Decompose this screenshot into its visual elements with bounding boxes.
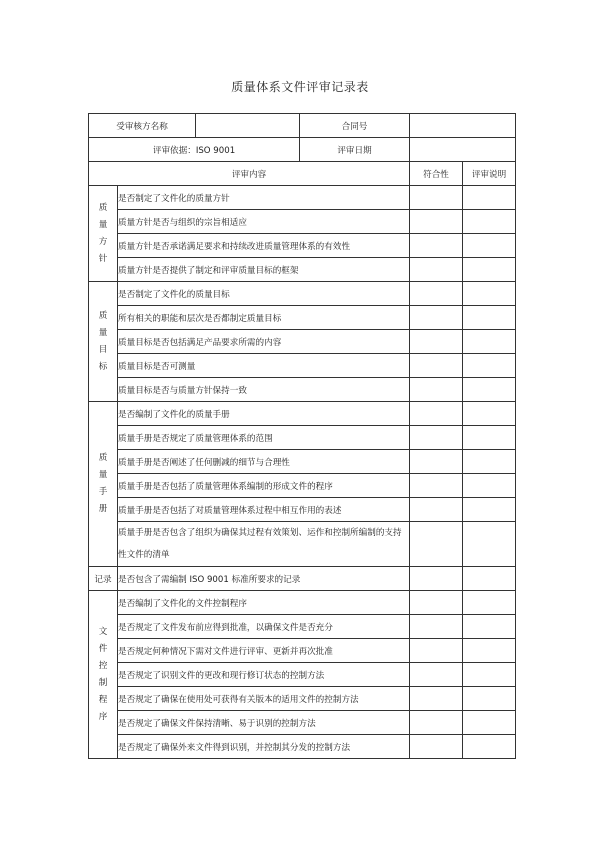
date-label: 评审日期 <box>300 138 410 162</box>
review-item: 质量方针是否承诺满足要求和持续改进质量管理体系的有效性 <box>118 234 410 258</box>
table-row <box>89 591 516 615</box>
section-category-label: 记录 <box>94 574 112 585</box>
conformity-cell[interactable] <box>410 402 463 426</box>
conformity-cell[interactable] <box>410 522 463 567</box>
table-row <box>89 498 516 522</box>
section-category-2 <box>89 402 118 567</box>
review-item: 所有相关的职能和层次是否都制定质量目标 <box>118 306 410 330</box>
conformity-cell[interactable] <box>410 591 463 615</box>
column-header-conformity: 符合性 <box>410 162 463 186</box>
table-row <box>89 711 516 735</box>
remarks-cell[interactable] <box>463 258 516 282</box>
table-row <box>89 354 516 378</box>
table-row <box>89 186 516 210</box>
section-category-0 <box>89 186 118 282</box>
conformity-cell[interactable] <box>410 474 463 498</box>
review-item: 是否规定了确保文件保持清晰、易于识别的控制方法 <box>118 711 410 735</box>
remarks-cell[interactable] <box>463 234 516 258</box>
conformity-cell[interactable] <box>410 354 463 378</box>
review-item: 质量目标是否与质量方针保持一致 <box>118 378 410 402</box>
review-item: 是否编制了文件化的质量手册 <box>118 402 410 426</box>
review-item: 质量方针是否提供了制定和评审质量目标的框架 <box>118 258 410 282</box>
section-category-label: 质 量 方 针 <box>98 202 108 264</box>
conformity-cell[interactable] <box>410 378 463 402</box>
section-category-1 <box>89 282 118 402</box>
conformity-cell[interactable] <box>410 711 463 735</box>
table-row <box>89 234 516 258</box>
conformity-cell[interactable] <box>410 639 463 663</box>
review-item: 质量方针是否与组织的宗旨相适应 <box>118 210 410 234</box>
conformity-cell[interactable] <box>410 258 463 282</box>
review-item: 质量手册是否规定了质量管理体系的范围 <box>118 426 410 450</box>
table-row <box>89 615 516 639</box>
contract-label: 合同号 <box>300 114 410 138</box>
conformity-cell[interactable] <box>410 330 463 354</box>
conformity-cell[interactable] <box>410 687 463 711</box>
auditee-value-cell[interactable] <box>196 114 300 138</box>
review-item: 质量手册是否阐述了任何删减的细节与合理性 <box>118 450 410 474</box>
conformity-cell[interactable] <box>410 498 463 522</box>
header-row-auditee <box>89 114 516 138</box>
remarks-cell[interactable] <box>463 426 516 450</box>
column-header-row <box>89 162 516 186</box>
header-row-basis <box>89 138 516 162</box>
review-record-table <box>88 113 516 759</box>
table-row <box>89 258 516 282</box>
form-title: 质量体系文件评审记录表 <box>231 80 369 94</box>
table-row <box>89 522 516 567</box>
conformity-cell[interactable] <box>410 567 463 591</box>
conformity-cell[interactable] <box>410 615 463 639</box>
table-row <box>89 450 516 474</box>
remarks-cell[interactable] <box>463 186 516 210</box>
section-category-label: 文 件 控 制 程 序 <box>98 626 108 722</box>
table-row <box>89 306 516 330</box>
date-value-cell[interactable] <box>410 138 516 162</box>
table-row <box>89 687 516 711</box>
auditee-label: 受审核方名称 <box>89 114 196 138</box>
remarks-cell[interactable] <box>463 567 516 591</box>
review-item: 是否规定了文件发布前应得到批准，以确保文件是否充分 <box>118 615 410 639</box>
remarks-cell[interactable] <box>463 522 516 567</box>
column-header-remarks: 评审说明 <box>463 162 516 186</box>
section-category-4 <box>89 591 118 759</box>
remarks-cell[interactable] <box>463 450 516 474</box>
remarks-cell[interactable] <box>463 615 516 639</box>
review-item: 是否制定了文件化的质量方针 <box>118 186 410 210</box>
remarks-cell[interactable] <box>463 402 516 426</box>
review-item: 质量手册是否包括了质量管理体系编制的形成文件的程序 <box>118 474 410 498</box>
remarks-cell[interactable] <box>463 591 516 615</box>
remarks-cell[interactable] <box>463 330 516 354</box>
remarks-cell[interactable] <box>463 735 516 759</box>
conformity-cell[interactable] <box>410 234 463 258</box>
remarks-cell[interactable] <box>463 306 516 330</box>
table-row <box>89 567 516 591</box>
review-item: 质量手册是否包含了组织为确保其过程有效策划、运作和控制所编制的支持性文件的清单 <box>118 522 410 567</box>
conformity-cell[interactable] <box>410 306 463 330</box>
review-item: 质量目标是否包括满足产品要求所需的内容 <box>118 330 410 354</box>
remarks-cell[interactable] <box>463 639 516 663</box>
remarks-cell[interactable] <box>463 354 516 378</box>
table-row <box>89 639 516 663</box>
conformity-cell[interactable] <box>410 663 463 687</box>
conformity-cell[interactable] <box>410 426 463 450</box>
section-category-label: 质 量 手 册 <box>98 453 108 514</box>
remarks-cell[interactable] <box>463 282 516 306</box>
contract-value-cell[interactable] <box>410 114 516 138</box>
review-item: 是否规定了识别文件的更改和现行修订状态的控制方法 <box>118 663 410 687</box>
table-row <box>89 402 516 426</box>
remarks-cell[interactable] <box>463 378 516 402</box>
review-item: 是否规定何种情况下需对文件进行评审、更新并再次批准 <box>118 639 410 663</box>
basis-label: 评审依据：ISO 9001 <box>89 138 300 162</box>
remarks-cell[interactable] <box>463 687 516 711</box>
conformity-cell[interactable] <box>410 210 463 234</box>
conformity-cell[interactable] <box>410 186 463 210</box>
table-row <box>89 210 516 234</box>
section-category-3 <box>89 567 118 591</box>
conformity-cell[interactable] <box>410 450 463 474</box>
review-item: 质量目标是否可测量 <box>118 354 410 378</box>
review-item: 是否规定了确保在使用处可获得有关版本的适用文件的控制方法 <box>118 687 410 711</box>
table-row <box>89 330 516 354</box>
review-item: 是否包含了需编制 ISO 9001 标准所要求的记录 <box>118 567 410 591</box>
remarks-cell[interactable] <box>463 210 516 234</box>
table-row <box>89 426 516 450</box>
review-item: 是否编制了文件化的文件控制程序 <box>118 591 410 615</box>
table-row <box>89 735 516 759</box>
review-item: 质量手册是否包括了对质量管理体系过程中相互作用的表述 <box>118 498 410 522</box>
remarks-cell[interactable] <box>463 663 516 687</box>
table-row <box>89 474 516 498</box>
section-category-label: 质 量 目 标 <box>98 310 108 372</box>
table-row <box>89 663 516 687</box>
table-row <box>89 282 516 306</box>
review-item: 是否规定了确保外来文件得到识别，并控制其分发的控制方法 <box>118 735 410 759</box>
review-item: 是否制定了文件化的质量目标 <box>118 282 410 306</box>
column-header-content: 评审内容 <box>89 162 410 186</box>
remarks-cell[interactable] <box>463 498 516 522</box>
conformity-cell[interactable] <box>410 735 463 759</box>
conformity-cell[interactable] <box>410 282 463 306</box>
remarks-cell[interactable] <box>463 474 516 498</box>
remarks-cell[interactable] <box>463 711 516 735</box>
table-row <box>89 378 516 402</box>
